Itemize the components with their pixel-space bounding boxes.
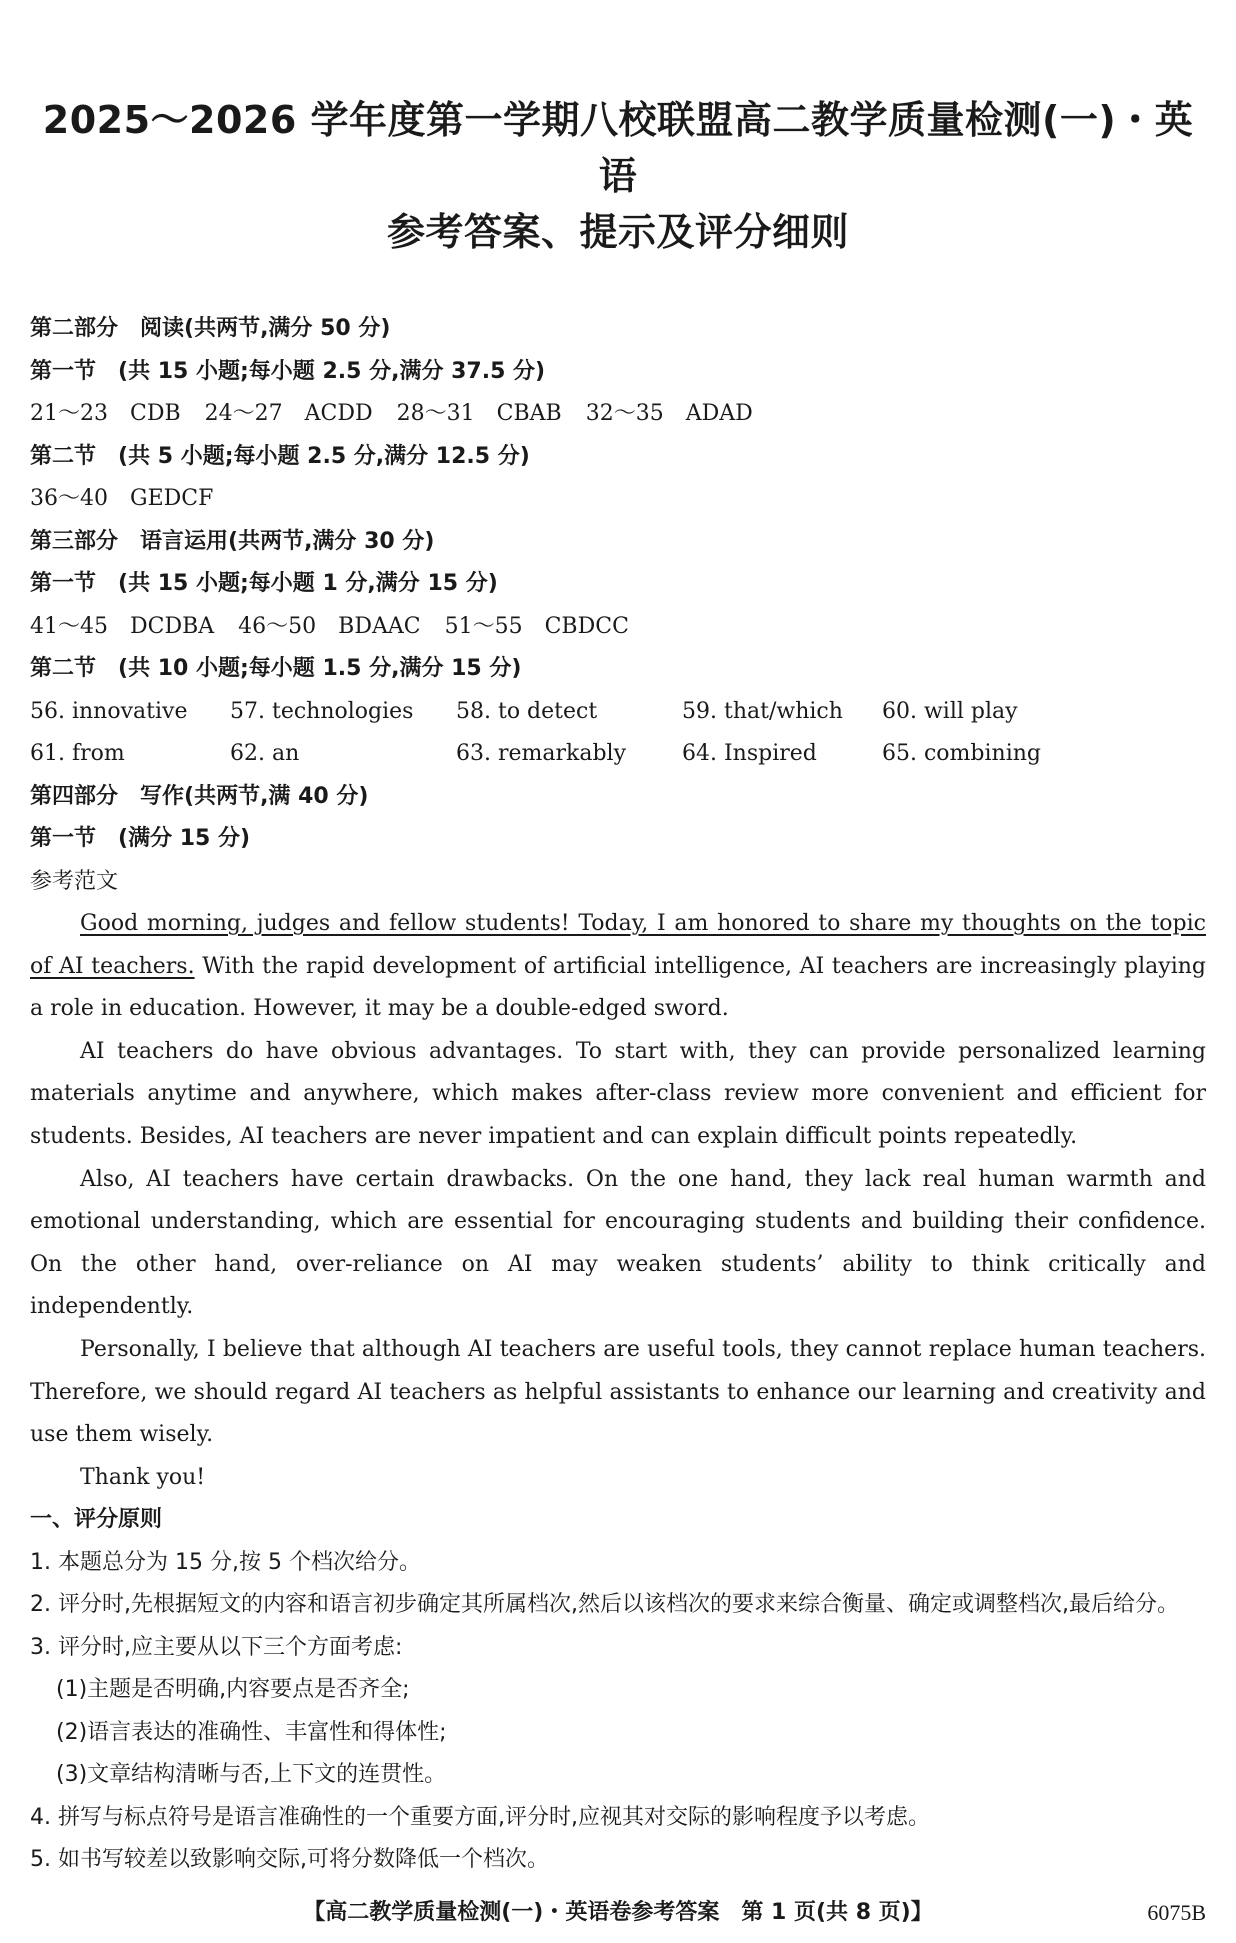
rule-item: 1. 本题总分为 15 分,按 5 个档次给分。	[30, 1549, 421, 1575]
footer-code: 6075B	[1147, 1900, 1206, 1925]
rule-item: 3. 评分时,应主要从以下三个方面考虑:	[30, 1634, 403, 1660]
section-desc: (共 15 小题;每小题 2.5 分,满分 37.5 分)	[118, 358, 546, 384]
fill-answer: 56. innovative	[30, 698, 188, 724]
answer-group: 32～35 ADAD	[585, 401, 753, 426]
rule-subitem: (2)语言表达的准确性、丰富性和得体性;	[56, 1719, 447, 1745]
rule-item: 5. 如书写较差以致影响交际,可将分数降低一个档次。	[30, 1847, 549, 1873]
part2-heading	[30, 308, 1206, 351]
fill-answer: 61. from	[30, 741, 125, 766]
part4-heading	[30, 776, 1206, 819]
fill-answer: 58. to detect	[456, 698, 598, 724]
fill-answer: 59. that/which	[682, 698, 843, 724]
fill-answer: 64. Inspired	[682, 741, 817, 766]
answer-group: 51～55 CBDCC	[444, 613, 629, 639]
section-label: 第一节	[30, 826, 97, 851]
answer-group: 28～31 CBAB	[396, 401, 562, 426]
part2-label: 第二部分	[30, 316, 119, 341]
fill-answer: 60. will play	[882, 698, 1018, 724]
part2-section1-heading	[30, 351, 1206, 394]
part3-label: 第三部分	[30, 528, 119, 554]
answer-group: 24～27 ACDD	[204, 401, 373, 426]
section-label: 第一节	[30, 358, 97, 384]
section-desc: (共 5 小题;每小题 2.5 分,满分 12.5 分)	[118, 443, 530, 469]
section-desc: (满分 15 分)	[118, 826, 251, 851]
rule-subitem: (3)文章结构清晰与否,上下文的连贯性。	[56, 1762, 447, 1788]
fill-answer: 57. technologies	[230, 698, 414, 724]
rule-item: 4. 拼写与标点符号是语言准确性的一个重要方面,评分时,应视其对交际的影响程度予以考虑。	[30, 1804, 930, 1830]
section-label: 第一节	[30, 571, 97, 596]
essay-paragraph: Good morning, judges and fellow students! Today, I am honored to share my thoughts on the topic of AI teachers. With the rapid development of artificial intelligence, AI teachers are increasingly playing a role in education. However, it may be a double-edged sword.	[30, 911, 1206, 1022]
part2-section1-answers	[30, 393, 1206, 436]
answer-group: 36～40 GEDCF	[30, 486, 214, 511]
essay-paragraph: Also, AI teachers have certain drawbacks. On the one hand, they lack real human warmth and emotional understanding, which are essential for encouraging students and building their confidence. On the other hand, over-reliance on AI may weaken students’ ability to think critically and independently.	[30, 1166, 1206, 1320]
part3-heading	[30, 521, 1206, 564]
rules-heading: 一、评分原则	[30, 1507, 163, 1533]
sample-essay-label: 参考范文	[30, 868, 119, 894]
rule-subitem: (1)主题是否明确,内容要点是否齐全;	[56, 1677, 410, 1703]
answer-group: 41～45 DCDBA	[30, 613, 215, 639]
part3-section1-heading	[30, 563, 1206, 606]
rule-item: 2. 评分时,先根据短文的内容和语言初步确定其所属档次,然后以该档次的要求来综合衡量、确定或调整档次,最后给分。	[30, 1592, 1179, 1618]
footer-page-info: 【高二教学质量检测(一)・英语卷参考答案 第 1 页(共 8 页)】	[303, 1900, 933, 1925]
section-desc: (共 10 小题;每小题 1.5 分,满分 15 分)	[118, 656, 522, 681]
essay-paragraph: Thank you!	[80, 1464, 206, 1490]
answer-group: 46～50 BDAAC	[238, 613, 421, 639]
fill-answer: 62. an	[230, 741, 300, 766]
essay-paragraph: AI teachers do have obvious advantages. To start with, they can provide personalized learning materials anytime and anywhere, which makes after-class review more convenient and efficient for students. Besides, AI teachers are never impatient and can explain difficult points repeatedly.	[30, 1038, 1206, 1149]
fill-answer: 63. remarkably	[456, 741, 627, 766]
part2-name: 阅读(共两节,满分 50 分)	[140, 316, 391, 341]
part4-label: 第四部分	[30, 783, 119, 809]
section-label: 第二节	[30, 656, 97, 681]
scoring-rules	[30, 1499, 1206, 1882]
fill-answer: 65. combining	[882, 741, 1041, 766]
part3-name: 语言运用(共两节,满分 30 分)	[140, 528, 435, 554]
document-subtitle: 参考答案、提示及评分细则	[386, 210, 849, 254]
part2-section2-heading	[30, 436, 1206, 479]
fill-in-answers	[30, 691, 1206, 776]
essay-paragraph: Personally, I believe that although AI teachers are useful tools, they cannot replace human teachers. Therefore, we should regard AI teachers as helpful assistants to enhance our learning and creativity and use them wisely.	[30, 1336, 1206, 1448]
page-footer	[0, 1898, 1236, 1928]
answer-group: 21～23 CDB	[30, 401, 181, 426]
document-title: 2025～2026 学年度第一学期八校联盟高二教学质量检测(一)・英语	[42, 98, 1194, 198]
sample-essay	[30, 903, 1206, 1499]
essay-underlined-sentence: Good morning, judges and fellow students! Today, I am honored to share my thoughts on the topic of AI teachers.	[30, 911, 1206, 979]
part3-section1-answers	[30, 606, 1206, 649]
section-desc: (共 15 小题;每小题 1 分,满分 15 分)	[118, 571, 498, 596]
section-label: 第二节	[30, 443, 97, 469]
part4-name: 写作(共两节,满 40 分)	[140, 783, 369, 809]
part2-section2-answers	[30, 478, 1206, 521]
part4-section1-heading	[30, 818, 1206, 861]
part3-section2-heading	[30, 648, 1206, 691]
